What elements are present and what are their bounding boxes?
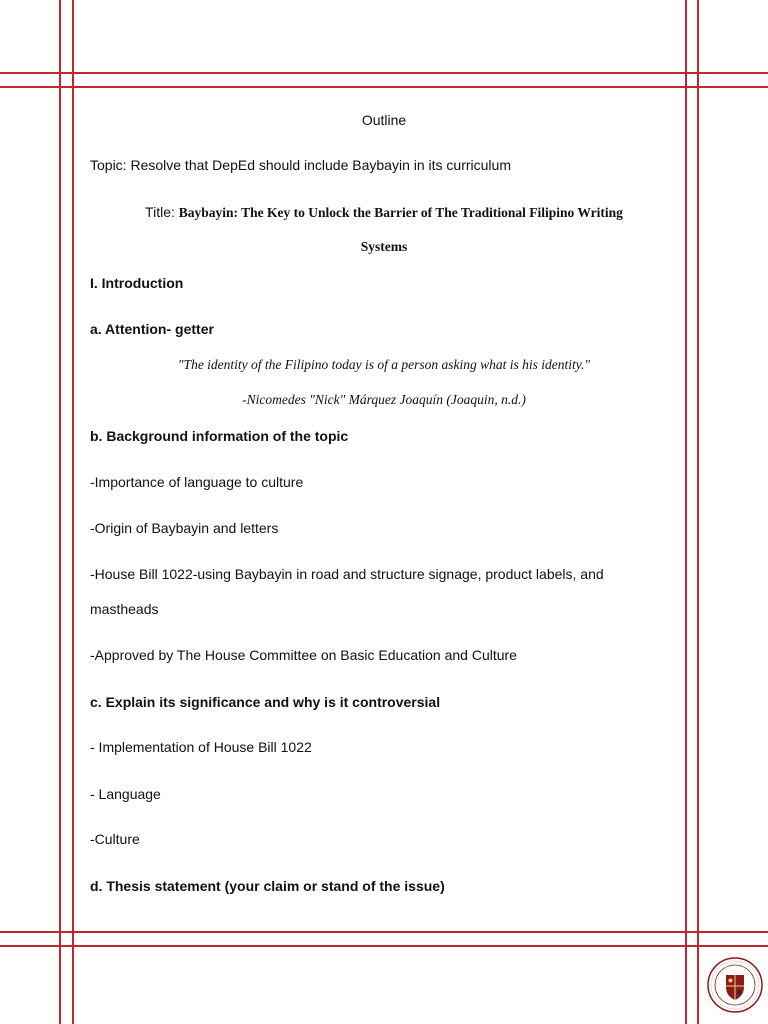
bullet-language-culture: -Importance of language to culture: [90, 474, 304, 490]
subsection-background: b. Background information of the topic: [90, 428, 349, 444]
border-bottom-line-1: [0, 931, 768, 933]
border-right-line-1: [685, 0, 687, 1024]
subsection-thesis: d. Thesis statement (your claim or stand of the issue): [90, 878, 445, 894]
quote-author: -Nicomedes "Nick" Márquez Joaquín (Joaquin, n.d.): [242, 392, 526, 407]
subsection-attention-getter: a. Attention- getter: [90, 321, 214, 337]
university-seal-icon: [706, 956, 764, 1014]
item-language: - Language: [90, 786, 161, 802]
border-top-line-2: [0, 86, 768, 88]
item-implementation: - Implementation of House Bill 1022: [90, 739, 312, 755]
bullet-house-bill-line-1: -House Bill 1022-using Baybayin in road and structure signage, product labels, and: [90, 566, 604, 582]
border-top-line-1: [0, 72, 768, 74]
subsection-significance: c. Explain its significance and why is it controversial: [90, 694, 441, 710]
title-text: Baybayin: The Key to Unlock the Barrier of The Traditional Filipino Writing: [178, 205, 623, 220]
border-right-line-2: [697, 0, 699, 1024]
section-introduction: I. Introduction: [90, 275, 184, 291]
title-line-2: Systems: [360, 239, 408, 254]
border-left-line-2: [72, 0, 74, 1024]
bullet-approved: -Approved by The House Committee on Basic Education and Culture: [90, 647, 517, 663]
outline-heading: Outline: [361, 112, 407, 128]
topic-line: Topic: Resolve that DepEd should include Baybayin in its curriculum: [90, 157, 511, 173]
quote-text: "The identity of the Filipino today is of a person asking what is his identity.": [177, 357, 591, 372]
border-bottom-line-2: [0, 945, 768, 947]
item-culture: -Culture: [90, 831, 140, 847]
border-left-line-1: [59, 0, 61, 1024]
bullet-house-bill-line-2: mastheads: [90, 601, 159, 617]
title-line-1: [90, 204, 678, 221]
title-prefix: Title:: [145, 204, 175, 220]
bullet-origin: -Origin of Baybayin and letters: [90, 520, 279, 536]
